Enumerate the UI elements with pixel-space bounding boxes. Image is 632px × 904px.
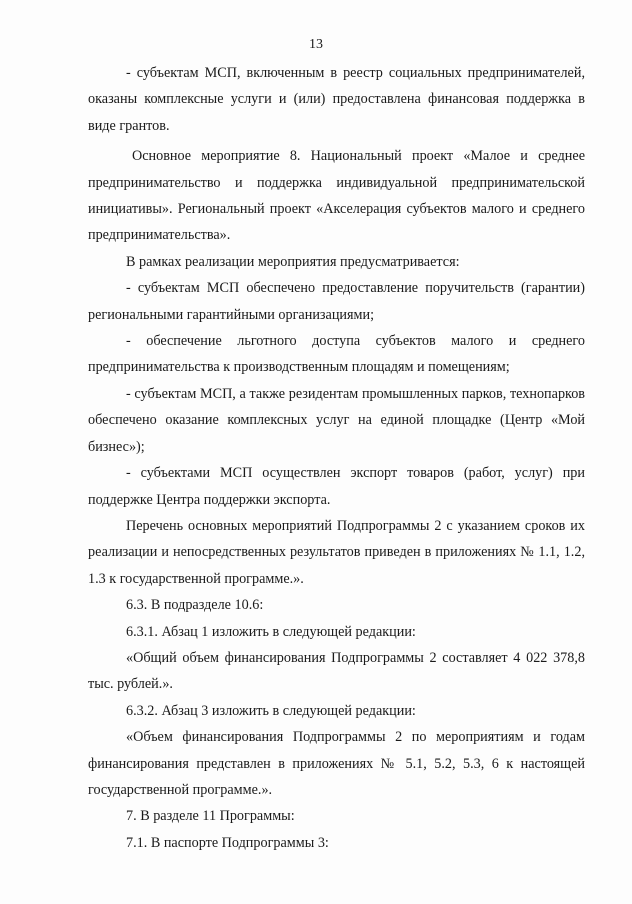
paragraph-social-entrepreneurs: - субъектам МСП, включенным в реестр социальных предпринимателей, оказаны комплексные услуги и (или) предоставлена финансовая поддержка в виде грантов.	[88, 65, 585, 134]
paragraph-section-11: 7. В разделе 11 Программы:	[126, 808, 295, 825]
paragraph-total-financing: «Общий объем финансирования Подпрограммы 2 составляет 4 022 378,8 тыс. рублей.».	[88, 649, 585, 693]
paragraph-preferential-access: - обеспечение льготного доступа субъектов малого и среднего предпринимательства к производственным площадям и помещениям;	[88, 333, 585, 376]
paragraph-complex-services: - субъектам МСП, а также резидентам промышленных парков, технопарков обеспечено оказание комплексных услуг на единой площадке (Центр «Мой бизнес»);	[88, 385, 585, 455]
paragraph-6-3-2: 6.3.2. Абзац 3 изложить в следующей редакции:	[126, 702, 416, 719]
paragraph-measures-list: Перечень основных мероприятий Подпрограммы 2 с указанием сроков их реализации и непосредственных результатов приведен в приложениях № 1.1, 1.2, 1.3 к государственной программе.».	[88, 517, 585, 587]
paragraph-7-1: 7.1. В паспорте Подпрограммы 3:	[126, 834, 329, 851]
paragraph-export: - субъектами МСП осуществлен экспорт товаров (работ, услуг) при поддержке Центра поддержки экспорта.	[88, 465, 585, 508]
paragraph-measure-intro: В рамках реализации мероприятия предусматривается:	[126, 253, 460, 270]
page-number: 13	[309, 37, 323, 52]
document-body	[88, 60, 585, 856]
paragraph-financing-volume: «Объем финансирования Подпрограммы 2 по мероприятиям и годам финансирования представлен в приложениях № 5.1, 5.2, 5.3, 6 к настоящей государственной программе.».	[88, 729, 585, 798]
paragraph-main-measure-8: Основное мероприятие 8. Национальный проект «Малое и среднее предпринимательство и поддержка индивидуальной предпринимательской инициативы». Региональный проект «Акселерация субъектов малого и среднего предпринимательства».	[88, 148, 585, 244]
paragraph-6-3-1: 6.3.1. Абзац 1 изложить в следующей редакции:	[126, 623, 416, 640]
paragraph-6-3: 6.3. В подразделе 10.6:	[126, 597, 264, 614]
paragraph-guarantees: - субъектам МСП обеспечено предоставление поручительств (гарантии) региональными гарантийными организациями;	[88, 280, 585, 323]
